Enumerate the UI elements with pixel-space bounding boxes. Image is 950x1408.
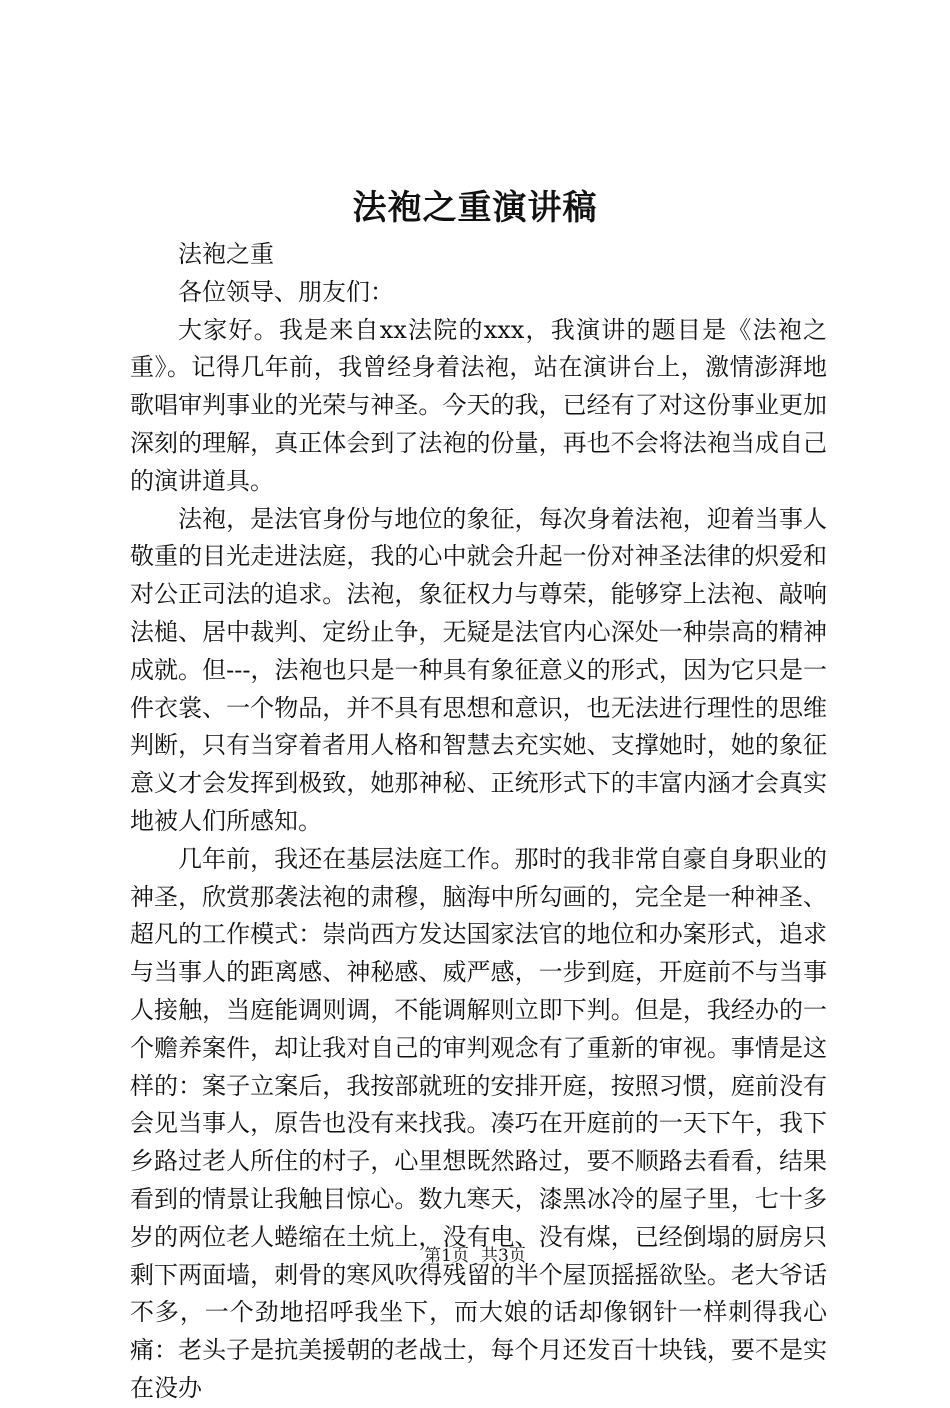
page-total: 共3页 xyxy=(481,1246,526,1266)
document-body xyxy=(130,236,827,1408)
paragraph: 法袍，是法官身份与地位的象征，每次身着法袍，迎着当事人敬重的目光走进法庭，我的心中就会升起一份对神圣法律的炽爱和对公正司法的追求。法袍，象征权力与尊荣，能够穿上法袍、敲响法槌、居中裁判、定纷止争，无疑是法官内心深处一种崇高的精神成就。但---，法袍也只是一种具有象征意义的形式，因为它只是一件衣裳、一个物品，并不具有思想和意识，也无法进行理性的思维判断，只有当穿着者用人格和智慧去充实她、支撑她时，她的象征意义才会发挥到极致，她那神秘、正统形式下的丰富内涵才会真实地被人们所感知。 xyxy=(130,504,827,835)
paragraph: 几年前，我还在基层法庭工作。那时的我非常自豪自身职业的神圣，欣赏那袭法袍的肃穆，脑海中所勾画的，完全是一种神圣、超凡的工作模式：崇尚西方发达国家法官的地位和办案形式，追求与当事人的距离感、神秘感、威严感，一步到庭，开庭前不与当事人接触，当庭能调则调，不能调解则立即下判。但是，我经办的一个赡养案件，却让我对自己的审判观念有了重新的审视。事情是这样的：案子立案后，我按部就班的安排开庭，按照习惯，庭前没有会见当事人，原告也没有来找我。凑巧在开庭前的一天下午，我下乡路过老人所住的村子，心里想既然路过，要不顺路去看看，结果看到的情景让我触目惊心。数九寒天，漆黑冰冷的屋子里，七十多岁的两位老人蜷缩在土炕上，没有电、没有煤，已经倒塌的厨房只剩下两面墙，刺骨的寒风吹得残留的半个屋顶摇摇欲坠。老大爷话不多，一个劲地招呼我坐下，而大娘的话却像钢针一样刺得我心痛：老头子是抗美援朝的老战士，每个月还发百十块钱，要不是实在没办 xyxy=(130,844,827,1402)
paragraph-heading: 法袍之重 xyxy=(178,240,274,268)
page-number: 第1页 xyxy=(424,1246,469,1266)
document-title: 法袍之重演讲稿 xyxy=(352,188,598,228)
page-footer xyxy=(0,1245,950,1267)
paragraph-salutation: 各位领导、朋友们： xyxy=(178,277,394,306)
paragraph: 大家好。我是来自xx法院的xxx，我演讲的题目是《法袍之重》。记得几年前，我曾经身着法袍，站在演讲台上，激情澎湃地歌唱审判事业的光荣与神圣。今天的我，已经有了对这份事业更加深刻的理解，真正体会到了法袍的份量，再也不会将法袍当成自己的演讲道具。 xyxy=(130,315,827,495)
